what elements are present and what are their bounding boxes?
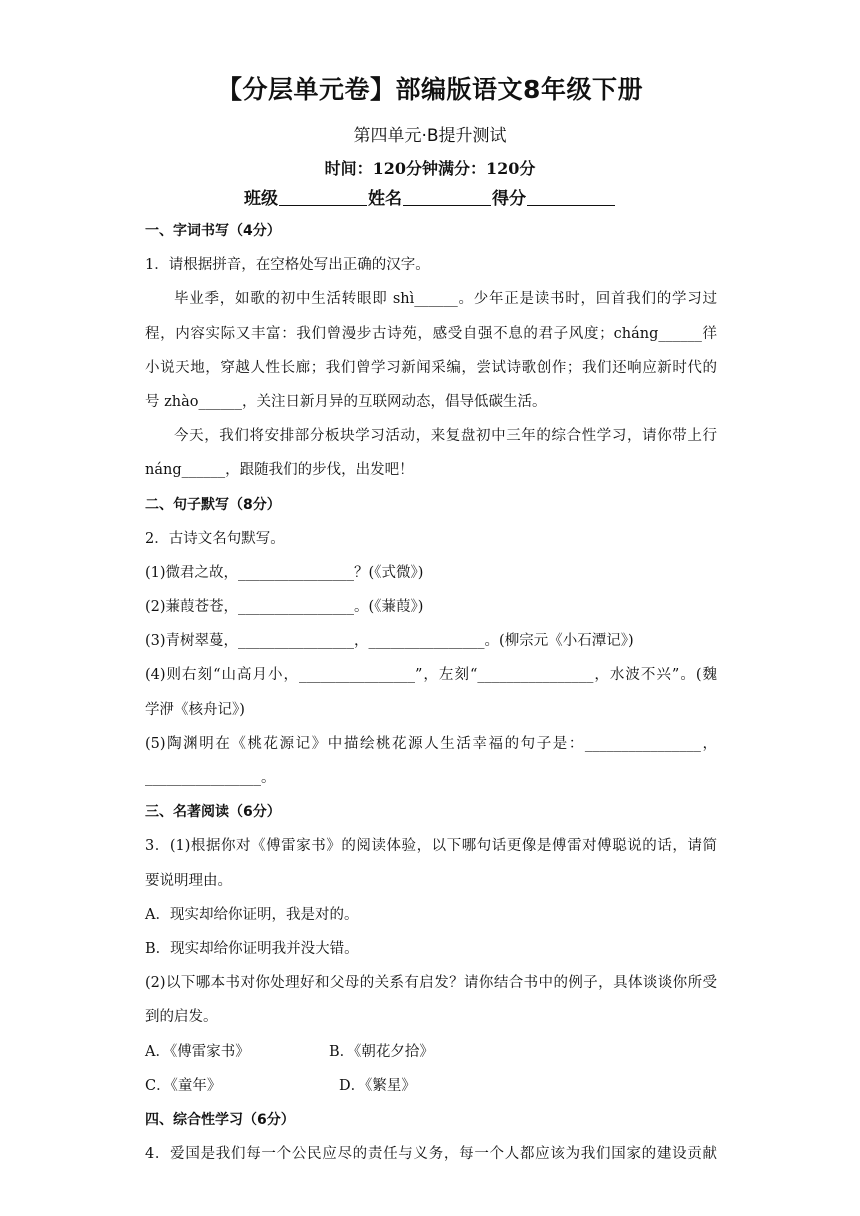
name-blank[interactable] bbox=[403, 189, 491, 206]
dictation-item: (3)青树翠蔓，________________，________________。(柳宗元《小石潭记》) bbox=[145, 633, 634, 650]
question-text: 4．爱国是我们每一个公民应尽的责任与义务，每一个人都应该为我们国家的建设贡献 bbox=[145, 1146, 717, 1163]
score-blank[interactable] bbox=[527, 189, 615, 206]
name-label: 姓名 bbox=[368, 189, 402, 209]
section-heading: 四、综合性学习（6分） bbox=[145, 1111, 295, 1128]
dictation-item: 学洢《核舟记》) bbox=[145, 701, 245, 718]
question-text: 要说明理由。 bbox=[145, 872, 232, 889]
passage-line: 小说天地，穿越人性长廊；我们曾学习新闻采编，尝试诗歌创作；我们还响应新时代的 bbox=[145, 359, 717, 376]
passage-line: 程，内容实际又丰富：我们曾漫步古诗苑，感受自强不息的君子风度；cháng______徉 bbox=[145, 325, 717, 342]
dictation-item: (1)微君之故，________________？(《式微》) bbox=[145, 564, 424, 581]
section-heading: 三、名著阅读（6分） bbox=[145, 804, 281, 821]
book-option-a: A．《傅雷家书》 bbox=[145, 1043, 250, 1060]
question-text: (2)以下哪本书对你处理好和父母的关系有启发？请你结合书中的例子，具体谈谈你所受 bbox=[145, 975, 717, 992]
class-label: 班级 bbox=[244, 189, 278, 209]
book-option-d: D．《繁星》 bbox=[339, 1077, 416, 1094]
page-title: 【分层单元卷】部编版语文8年级下册 bbox=[217, 75, 643, 104]
option-b: B．现实却给你证明我并没大错。 bbox=[145, 940, 359, 957]
exam-content bbox=[145, 214, 717, 1171]
dictation-item: (5)陶渊明在《桃花源记》中描绘桃花源人生活幸福的句子是：________________， bbox=[145, 735, 717, 752]
section-heading: 二、句子默写（8分） bbox=[145, 496, 281, 513]
section-heading: 一、字词书写（4分） bbox=[145, 223, 281, 239]
dictation-item: (4)则右刻“山高月小，________________”，左刻“________________，水波不兴”。(魏 bbox=[145, 667, 717, 684]
question-text: 3．(1)根据你对《傅雷家书》的阅读体验，以下哪句话更像是傅雷对傅聪说的话，请简 bbox=[145, 838, 717, 855]
book-option-b: B．《朝花夕拾》 bbox=[329, 1043, 434, 1060]
book-option-c: C．《童年》 bbox=[145, 1077, 222, 1094]
option-a: A．现实却给你证明，我是对的。 bbox=[145, 906, 359, 923]
score-label: 得分 bbox=[492, 189, 526, 209]
book-options-row-2 bbox=[145, 1069, 717, 1103]
time-info: 时间：120分钟满分：120分 bbox=[324, 159, 536, 178]
book-options-row-1 bbox=[145, 1035, 717, 1069]
dictation-item: (2)蒹葭苍苍，________________。(《蒹葭》) bbox=[145, 599, 424, 616]
student-info-line bbox=[0, 184, 860, 209]
question-prompt: 2．古诗文名句默写。 bbox=[145, 530, 285, 547]
passage-line: 毕业季，如歌的初中生活转眼即 shì______。少年正是读书时，回首我们的学习过 bbox=[174, 291, 717, 308]
question-text: 到的启发。 bbox=[145, 1009, 218, 1026]
passage-line: 今天，我们将安排部分板块学习活动，来复盘初中三年的综合性学习，请你带上行 bbox=[174, 428, 717, 445]
dictation-item: ________________。 bbox=[145, 770, 276, 786]
passage-line: 号 zhào______，关注日新月异的互联网动态，倡导低碳生活。 bbox=[145, 393, 547, 410]
passage-line: náng______，跟随我们的步伐，出发吧！ bbox=[145, 462, 414, 479]
question-prompt: 1．请根据拼音，在空格处写出正确的汉字。 bbox=[145, 257, 430, 274]
class-blank[interactable] bbox=[279, 189, 367, 206]
page-subtitle: 第四单元·B提升测试 bbox=[353, 126, 507, 146]
